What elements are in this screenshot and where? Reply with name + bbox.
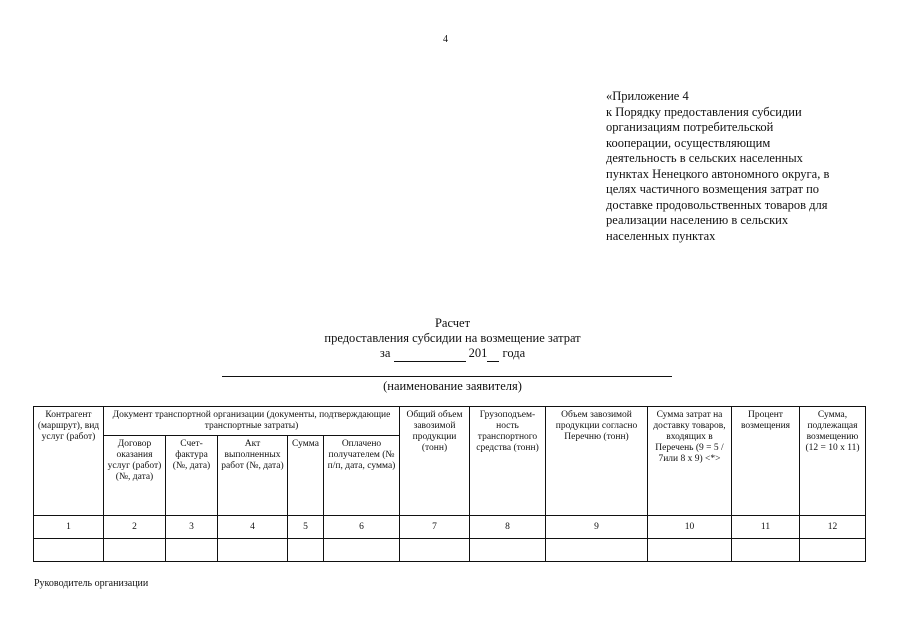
header-contract: Договор оказания услуг (работ) (№, дата) — [104, 436, 166, 516]
appendix-line: целях частичного возмещения затрат по — [606, 182, 820, 196]
column-number: 12 — [800, 516, 866, 539]
header-sum: Сумма — [288, 436, 324, 516]
header-act: Акт выполненных работ (№, дата) — [218, 436, 288, 516]
header-capacity: Грузоподъем-ность транспортного средства (тонн) — [470, 407, 546, 516]
table-cell[interactable] — [34, 539, 104, 562]
column-number: 7 — [400, 516, 470, 539]
appendix-line: организациям потребительской — [606, 120, 774, 134]
table-cell[interactable] — [800, 539, 866, 562]
column-number: 6 — [324, 516, 400, 539]
period-line — [0, 346, 905, 362]
applicant-caption: (наименование заявителя) — [383, 379, 522, 393]
appendix-note — [606, 89, 876, 244]
appendix-line: к Порядку предоставления субсидии — [606, 104, 802, 119]
appendix-line: «Приложение 4 — [606, 89, 689, 103]
appendix-line: реализации населению в сельских — [606, 213, 789, 227]
table-cell[interactable] — [104, 539, 166, 562]
table-cell[interactable] — [400, 539, 470, 562]
header-amount: Сумма, подлежащая возмещению (12 = 10 х 11) — [800, 407, 866, 516]
title-line: Расчет — [434, 316, 471, 330]
header-paid: Оплачено получателем (№ п/п, дата, сумма) — [324, 436, 400, 516]
header-transport-docs: Документ транспортной организации (документы, подтверждающие транспортные затраты) — [104, 407, 400, 436]
column-number: 11 — [732, 516, 800, 539]
appendix-line: деятельность в сельских населенных — [606, 151, 803, 165]
column-number: 9 — [546, 516, 648, 539]
calculation-table — [33, 406, 866, 562]
column-number: 3 — [166, 516, 218, 539]
column-number: 8 — [470, 516, 546, 539]
year-blank — [487, 346, 499, 362]
table-cell[interactable] — [470, 539, 546, 562]
appendix-line: пунктах Ненецкого автономного округа, в — [606, 166, 830, 181]
appendix-line: населенных пунктах — [606, 228, 716, 243]
column-number: 10 — [648, 516, 732, 539]
column-number: 1 — [34, 516, 104, 539]
appendix-line: доставке продовольственных товаров для — [606, 197, 828, 212]
document-title — [0, 316, 905, 362]
header-listed-volume: Объем завозимой продукции согласно Перечню (тонн) — [546, 407, 648, 516]
period-year: 201 — [468, 346, 488, 360]
signature-label: Руководитель организации — [34, 578, 149, 589]
column-number: 5 — [288, 516, 324, 539]
table-cell[interactable] — [546, 539, 648, 562]
empty-data-row — [34, 539, 866, 562]
appendix-line: кооперации, осуществляющим — [606, 135, 771, 150]
table-cell[interactable] — [218, 539, 288, 562]
table-cell[interactable] — [648, 539, 732, 562]
title-subline: предоставления субсидии на возмещение затрат — [324, 331, 581, 345]
period-prefix: за — [379, 346, 391, 360]
applicant-name-line — [222, 376, 672, 377]
header-counterparty: Контрагент (маршрут), вид услуг (работ) — [34, 407, 104, 516]
page-number: 4 — [443, 34, 448, 45]
column-number: 2 — [104, 516, 166, 539]
table-cell[interactable] — [166, 539, 218, 562]
table-cell[interactable] — [324, 539, 400, 562]
header-invoice: Счет-фактура (№, дата) — [166, 436, 218, 516]
column-number-row — [34, 516, 866, 539]
table-cell[interactable] — [732, 539, 800, 562]
header-total-volume: Общий объем завозимой продукции (тонн) — [400, 407, 470, 516]
column-number: 4 — [218, 516, 288, 539]
header-percent: Процент возмещения — [732, 407, 800, 516]
header-delivery-cost: Сумма затрат на доставку товаров, входящих в Перечень (9 = 5 / 7или 8 х 9) <*> — [648, 407, 732, 516]
table-cell[interactable] — [288, 539, 324, 562]
header-row — [34, 407, 866, 436]
period-blank — [394, 346, 466, 362]
period-suffix: года — [502, 346, 526, 360]
